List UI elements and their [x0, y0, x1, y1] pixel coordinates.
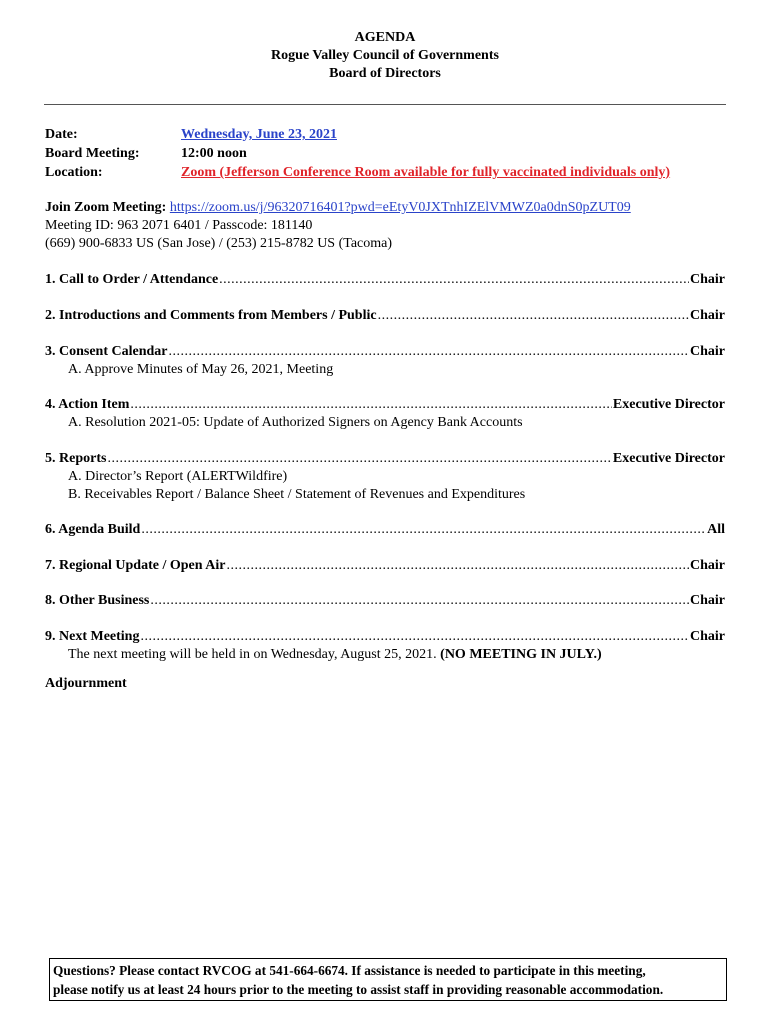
board-meeting-label: Board Meeting:	[45, 146, 140, 161]
agenda-item-4	[45, 396, 725, 432]
organization-name: Rogue Valley Council of Governments	[271, 48, 499, 63]
location-label: Location:	[45, 165, 103, 180]
agenda-item-8	[45, 592, 725, 610]
item-owner: All	[707, 522, 725, 537]
item-subitem: A. Approve Minutes of May 26, 2021, Meeting	[68, 362, 334, 377]
item-title: 1. Call to Order / Attendance	[45, 272, 219, 287]
board-name: Board of Directors	[329, 66, 441, 81]
meeting-details	[45, 125, 670, 182]
zoom-url-link[interactable]: https://zoom.us/j/96320716401?pwd=eEtyV0JXTnhIZElVMWZ0a0dnS0pZUT09	[169, 200, 631, 215]
location-link[interactable]: Zoom (Jefferson Conference Room available for fully vaccinated individuals only)	[181, 165, 671, 180]
zoom-phone-numbers: (669) 900-6833 US (San Jose) / (253) 215-8782 US (Tacoma)	[45, 236, 393, 251]
agenda-item-1	[45, 271, 725, 289]
next-meeting-text: The next meeting will be held in on Wednesday, August 25, 2021.	[68, 647, 437, 662]
contact-notice-box	[49, 958, 727, 1001]
date-link[interactable]: Wednesday, June 23, 2021	[181, 127, 337, 142]
item-title: 9. Next Meeting	[45, 629, 140, 644]
item-subitem: A. Resolution 2021-05: Update of Authorized Signers on Agency Bank Accounts	[68, 415, 523, 430]
item-owner: Chair	[690, 308, 725, 323]
adjournment: Adjournment	[45, 676, 127, 691]
agenda-header	[0, 29, 770, 83]
agenda-item-3	[45, 343, 725, 379]
agenda-item-7	[45, 557, 725, 575]
item-subitem: A. Director’s Report (ALERTWildfire)	[68, 469, 288, 484]
item-title: 8. Other Business	[45, 593, 150, 608]
agenda-item-2	[45, 307, 725, 325]
item-owner: Chair	[690, 344, 725, 359]
item-title: 3. Consent Calendar	[45, 344, 168, 359]
item-title: 4. Action Item	[45, 397, 130, 412]
item-title: 5. Reports	[45, 451, 107, 466]
item-owner: Chair	[690, 593, 725, 608]
agenda-item-6	[45, 521, 725, 539]
agenda-title: AGENDA	[354, 30, 416, 45]
board-meeting-time: 12:00 noon	[181, 146, 247, 161]
item-title: 7. Regional Update / Open Air	[45, 558, 226, 573]
header-divider	[44, 104, 726, 105]
item-owner: Executive Director	[612, 451, 725, 466]
no-meeting-notice: (NO MEETING IN JULY.)	[440, 647, 602, 662]
item-owner: Executive Director	[612, 397, 725, 412]
contact-notice-line-2: please notify us at least 24 hours prior to the meeting to assist staff in providing reasonable accommodation.	[53, 982, 664, 997]
zoom-info	[45, 199, 631, 253]
zoom-meeting-id: Meeting ID: 963 2071 6401 / Passcode: 181140	[45, 218, 313, 233]
next-meeting-note	[45, 646, 725, 664]
item-title: 6. Agenda Build	[45, 522, 141, 537]
item-owner: Chair	[690, 272, 725, 287]
zoom-label: Join Zoom Meeting:	[45, 200, 167, 215]
agenda-item-9	[45, 628, 725, 664]
contact-notice-line-1: Questions? Please contact RVCOG at 541-664-6674. If assistance is needed to participate in this meeting,	[53, 963, 646, 978]
item-subitem: B. Receivables Report / Balance Sheet / Statement of Revenues and Expenditures	[68, 487, 526, 502]
date-label: Date:	[45, 127, 78, 142]
item-owner: Chair	[690, 629, 725, 644]
item-owner: Chair	[690, 558, 725, 573]
item-title: 2. Introductions and Comments from Members / Public	[45, 308, 377, 323]
agenda-item-5	[45, 450, 725, 504]
